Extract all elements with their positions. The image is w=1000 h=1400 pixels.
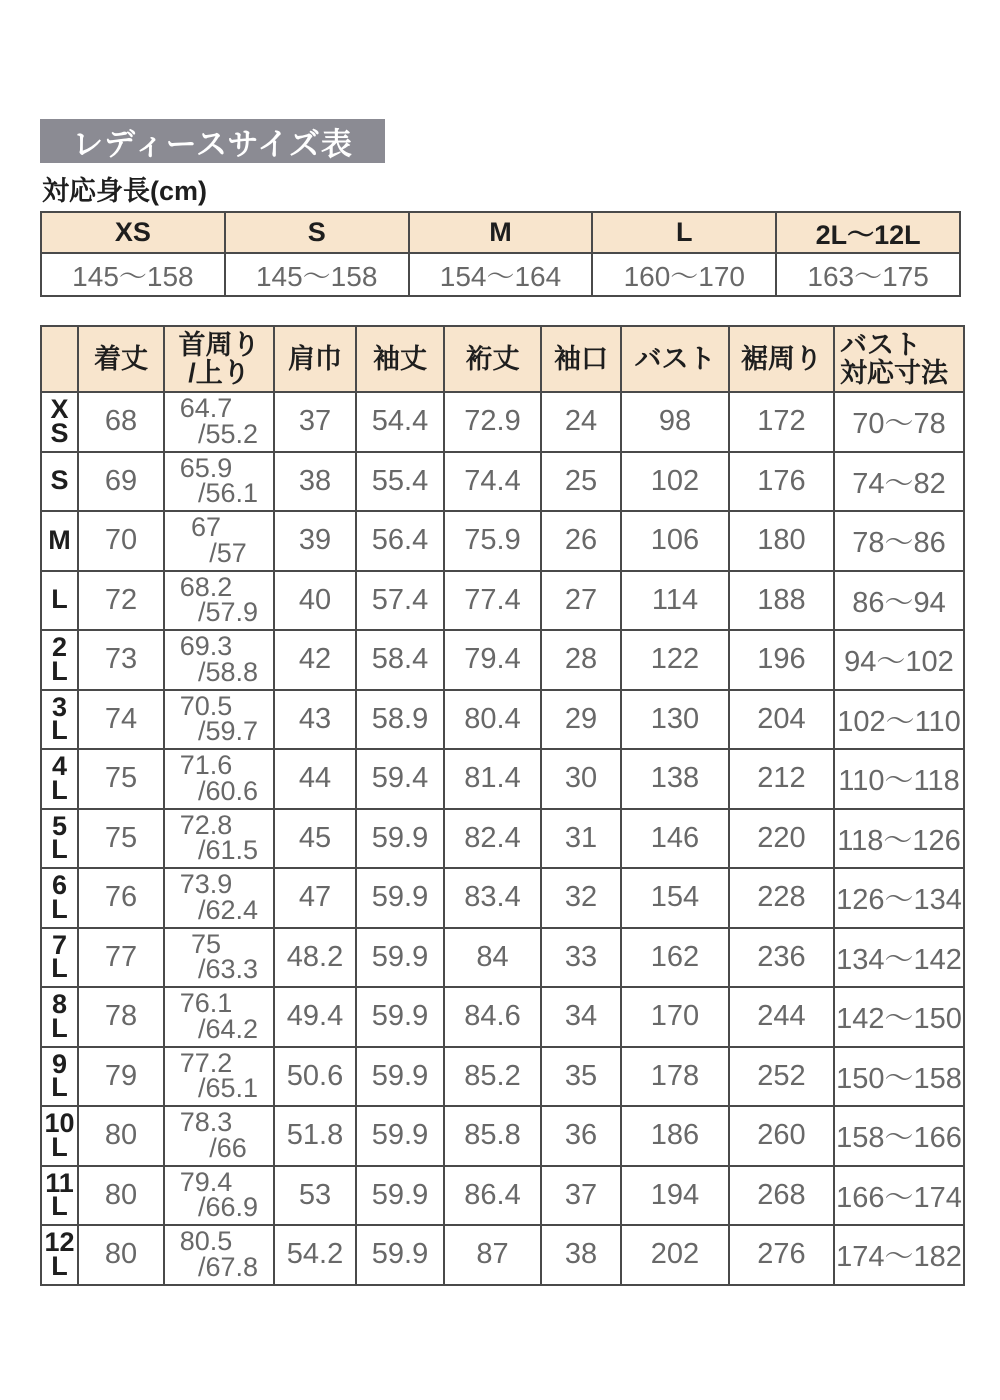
size-table-row-M xyxy=(41,511,964,571)
neck-value-lower: /67.8 xyxy=(197,1251,259,1282)
size-cell: 35 xyxy=(541,1047,621,1107)
height-range-value-4: 160～170 xyxy=(592,253,776,296)
size-cell: 54.2 xyxy=(274,1225,356,1285)
size-col-header-2 xyxy=(164,326,274,392)
size-cell: 81.4 xyxy=(444,749,541,809)
size-cell: 178 xyxy=(621,1047,729,1107)
size-row-label xyxy=(41,630,78,690)
size-cell: 40 xyxy=(274,571,356,631)
size-row-label xyxy=(41,749,78,809)
size-cell: 276 xyxy=(729,1225,834,1285)
size-col-header-line: 裄丈 xyxy=(465,343,520,374)
size-cell: 37 xyxy=(541,1166,621,1226)
neck-value-upper: 77.2 xyxy=(179,1047,233,1078)
size-col-header-line: バスト xyxy=(634,343,716,374)
neck-value-lower: /55.2 xyxy=(197,418,259,449)
size-cell: 85.8 xyxy=(444,1106,541,1166)
size-row-label-line: L xyxy=(51,655,68,686)
size-row-label xyxy=(41,1047,78,1107)
size-cell: 27 xyxy=(541,571,621,631)
size-row-label-line: L xyxy=(51,953,68,984)
size-cell: 59.9 xyxy=(356,1106,444,1166)
size-cell: 252 xyxy=(729,1047,834,1107)
size-cell: 78～86 xyxy=(834,511,964,571)
size-row-label-line: 9 xyxy=(51,1048,68,1079)
size-row-label-line: L xyxy=(51,893,68,924)
size-col-header-line: 着丈 xyxy=(94,343,148,374)
neck-value-upper: 64.7 xyxy=(179,393,233,424)
neck-value-lower: /64.2 xyxy=(197,1013,259,1044)
size-cell: 42 xyxy=(274,630,356,690)
size-cell: 75 xyxy=(78,749,164,809)
size-cell: 94～102 xyxy=(834,630,964,690)
size-cell: 146 xyxy=(621,809,729,869)
size-cell: 39 xyxy=(274,511,356,571)
size-cell: 84.6 xyxy=(444,987,541,1047)
height-section-label: 対応身長(cm) xyxy=(42,176,208,206)
neck-value-upper: 71.6 xyxy=(179,750,233,781)
size-cell: 59.9 xyxy=(356,809,444,869)
size-row-label-line: S xyxy=(50,417,69,448)
size-cell: 25 xyxy=(541,452,621,512)
size-row-label-line: M xyxy=(48,524,71,555)
size-cell: 202 xyxy=(621,1225,729,1285)
neck-value-upper: 69.3 xyxy=(179,631,233,662)
size-cell: 150～158 xyxy=(834,1047,964,1107)
size-cell: 28 xyxy=(541,630,621,690)
size-cell: 154 xyxy=(621,868,729,928)
neck-value-lower: /66.9 xyxy=(197,1192,259,1223)
size-cell: 80.4 xyxy=(444,690,541,750)
size-col-header-line: 裾周り xyxy=(741,343,822,374)
size-cell: 69 xyxy=(78,452,164,512)
size-row-label xyxy=(41,511,78,571)
size-table-row-6L xyxy=(41,868,964,928)
neck-value-lower: /60.6 xyxy=(197,775,259,806)
size-table-row-9L xyxy=(41,1047,964,1107)
size-row-label-line: 7 xyxy=(51,929,68,960)
size-cell: 29 xyxy=(541,690,621,750)
size-cell: 84 xyxy=(444,928,541,988)
size-cell xyxy=(164,1106,274,1166)
size-col-header-5 xyxy=(444,326,541,392)
size-cell: 98 xyxy=(621,392,729,452)
size-cell: 166～174 xyxy=(834,1166,964,1226)
size-col-header-line: 対応寸法 xyxy=(840,358,948,388)
size-cell: 102 xyxy=(621,452,729,512)
size-row-label-line: 8 xyxy=(51,989,68,1019)
size-table-row-5L xyxy=(41,809,964,869)
size-cell: 74～82 xyxy=(834,452,964,512)
size-row-label-line: 4 xyxy=(51,751,68,781)
size-cell: 122 xyxy=(621,630,729,690)
size-cell: 58.9 xyxy=(356,690,444,750)
size-col-header-9 xyxy=(834,326,964,392)
size-cell: 174～182 xyxy=(834,1225,964,1285)
size-table-row-3L xyxy=(41,690,964,750)
size-row-label-line: L xyxy=(51,1072,68,1103)
size-cell: 212 xyxy=(729,749,834,809)
size-cell: 72 xyxy=(78,571,164,631)
size-row-label xyxy=(41,1166,78,1226)
size-col-header-8 xyxy=(729,326,834,392)
size-cell: 142～150 xyxy=(834,987,964,1047)
size-cell xyxy=(164,1225,274,1285)
size-cell: 31 xyxy=(541,809,621,869)
neck-value-lower: /62.4 xyxy=(197,894,259,925)
size-cell: 196 xyxy=(729,630,834,690)
size-cell: 82.4 xyxy=(444,809,541,869)
size-cell: 80 xyxy=(78,1225,164,1285)
size-cell: 268 xyxy=(729,1166,834,1226)
size-cell: 43 xyxy=(274,690,356,750)
size-cell: 55.4 xyxy=(356,452,444,512)
size-cell xyxy=(164,868,274,928)
size-row-label xyxy=(41,690,78,750)
size-cell: 48.2 xyxy=(274,928,356,988)
size-table-row-2L xyxy=(41,630,964,690)
size-cell: 54.4 xyxy=(356,392,444,452)
size-cell xyxy=(164,987,274,1047)
size-table-header-row xyxy=(41,326,964,392)
size-row-label-line: 10 xyxy=(44,1108,75,1138)
size-cell: 180 xyxy=(729,511,834,571)
size-cell: 37 xyxy=(274,392,356,452)
size-cell: 106 xyxy=(621,511,729,571)
size-col-header-line: 袖口 xyxy=(554,343,608,374)
neck-value-upper: 80.5 xyxy=(179,1226,233,1257)
size-col-header-line: /上り xyxy=(188,358,250,388)
size-spec-table xyxy=(40,325,965,1286)
size-cell: 78 xyxy=(78,987,164,1047)
size-cell: 74 xyxy=(78,690,164,750)
size-cell: 72.9 xyxy=(444,392,541,452)
size-cell xyxy=(164,690,274,750)
size-cell: 56.4 xyxy=(356,511,444,571)
size-cell: 158～166 xyxy=(834,1106,964,1166)
size-cell xyxy=(164,809,274,869)
size-table-row-10L xyxy=(41,1106,964,1166)
size-cell: 76 xyxy=(78,868,164,928)
size-row-label-line: S xyxy=(50,465,69,496)
size-cell: 58.4 xyxy=(356,630,444,690)
neck-value-upper: 65.9 xyxy=(179,452,233,483)
size-cell: 79 xyxy=(78,1047,164,1107)
size-row-label xyxy=(41,868,78,928)
size-cell: 80 xyxy=(78,1166,164,1226)
height-col-header-3: M xyxy=(409,212,593,253)
size-cell: 244 xyxy=(729,987,834,1047)
size-row-label-line: L xyxy=(51,1191,68,1222)
size-row-label-line: 5 xyxy=(51,810,68,841)
size-cell: 228 xyxy=(729,868,834,928)
size-row-label-line: L xyxy=(51,1250,68,1281)
size-cell: 86.4 xyxy=(444,1166,541,1226)
size-cell: 33 xyxy=(541,928,621,988)
size-col-header-1 xyxy=(78,326,164,392)
height-range-value-3: 154～164 xyxy=(409,253,593,296)
size-cell xyxy=(164,1166,274,1226)
size-cell: 162 xyxy=(621,928,729,988)
size-cell: 114 xyxy=(621,571,729,631)
size-cell: 36 xyxy=(541,1106,621,1166)
size-cell: 30 xyxy=(541,749,621,809)
neck-value-upper: 70.5 xyxy=(179,690,233,721)
size-cell: 79.4 xyxy=(444,630,541,690)
size-cell: 130 xyxy=(621,690,729,750)
size-cell: 59.9 xyxy=(356,1047,444,1107)
size-cell: 186 xyxy=(621,1106,729,1166)
size-cell: 49.4 xyxy=(274,987,356,1047)
size-cell: 134～142 xyxy=(834,928,964,988)
neck-value-lower: /57 xyxy=(209,537,247,568)
size-row-label-line: L xyxy=(51,584,68,615)
size-row-label-line: X xyxy=(50,394,69,424)
size-row-label xyxy=(41,392,78,452)
size-table-row-S xyxy=(41,452,964,512)
size-row-label-line: 11 xyxy=(45,1167,74,1198)
size-cell xyxy=(164,452,274,512)
neck-value-lower: /57.9 xyxy=(197,597,259,628)
size-cell: 68 xyxy=(78,392,164,452)
size-cell: 80 xyxy=(78,1106,164,1166)
size-cell: 138 xyxy=(621,749,729,809)
neck-value-lower: /56.1 xyxy=(197,478,259,509)
size-col-header-4 xyxy=(356,326,444,392)
size-row-label-line: L xyxy=(51,715,68,746)
size-table-row-12L xyxy=(41,1225,964,1285)
size-cell: 73 xyxy=(78,630,164,690)
size-cell: 70～78 xyxy=(834,392,964,452)
height-col-header-4: L xyxy=(592,212,776,253)
size-cell: 57.4 xyxy=(356,571,444,631)
size-row-label-line: 12 xyxy=(44,1227,75,1257)
size-cell: 45 xyxy=(274,809,356,869)
size-cell: 220 xyxy=(729,809,834,869)
height-range-value-1: 145～158 xyxy=(41,253,225,296)
neck-value-upper: 79.4 xyxy=(179,1166,233,1197)
size-cell: 38 xyxy=(274,452,356,512)
size-cell: 34 xyxy=(541,987,621,1047)
size-cell xyxy=(164,630,274,690)
size-row-label xyxy=(41,987,78,1047)
size-cell: 50.6 xyxy=(274,1047,356,1107)
size-cell: 44 xyxy=(274,749,356,809)
size-cell: 59.9 xyxy=(356,928,444,988)
size-cell: 32 xyxy=(541,868,621,928)
page-title: レディースサイズ表 xyxy=(40,119,385,163)
size-cell: 53 xyxy=(274,1166,356,1226)
neck-value-lower: /66 xyxy=(209,1132,247,1163)
size-cell xyxy=(164,928,274,988)
size-cell: 26 xyxy=(541,511,621,571)
size-cell: 59.9 xyxy=(356,1166,444,1226)
size-row-label-line: L xyxy=(51,834,68,865)
size-col-header-6 xyxy=(541,326,621,392)
size-row-label xyxy=(41,928,78,988)
height-range-table xyxy=(40,211,961,297)
size-row-label xyxy=(41,571,78,631)
size-row-label-line: L xyxy=(51,774,68,805)
size-cell: 51.8 xyxy=(274,1106,356,1166)
size-cell: 87 xyxy=(444,1225,541,1285)
size-col-header-line: バスト xyxy=(840,329,921,360)
neck-value-lower: /65.1 xyxy=(197,1073,259,1104)
neck-value-upper: 78.3 xyxy=(179,1107,233,1138)
size-cell: 75 xyxy=(78,809,164,869)
neck-value-upper: 68.2 xyxy=(179,571,233,602)
size-cell: 70 xyxy=(78,511,164,571)
size-col-header-7 xyxy=(621,326,729,392)
size-cell: 188 xyxy=(729,571,834,631)
size-row-label xyxy=(41,1106,78,1166)
size-cell: 24 xyxy=(541,392,621,452)
size-col-header-line: 肩巾 xyxy=(288,343,342,374)
size-table-row-7L xyxy=(41,928,964,988)
neck-value-upper: 76.1 xyxy=(179,988,233,1019)
neck-value-lower: /58.8 xyxy=(197,656,259,687)
size-cell: 74.4 xyxy=(444,452,541,512)
size-table-row-11L xyxy=(41,1166,964,1226)
size-row-label xyxy=(41,1225,78,1285)
size-row-label-line: 6 xyxy=(51,870,68,900)
size-col-header-line: 袖丈 xyxy=(373,343,427,374)
size-cell: 170 xyxy=(621,987,729,1047)
neck-value-lower: /63.3 xyxy=(197,954,259,985)
height-range-value-5: 163～175 xyxy=(776,253,960,296)
size-cell: 176 xyxy=(729,452,834,512)
size-cell: 59.9 xyxy=(356,987,444,1047)
height-col-header-2: S xyxy=(225,212,409,253)
size-row-label-line: L xyxy=(51,1131,68,1162)
size-cell xyxy=(164,511,274,571)
neck-value-upper: 75 xyxy=(190,928,222,959)
size-cell: 172 xyxy=(729,392,834,452)
height-table-value-row xyxy=(41,253,960,296)
size-cell: 59.9 xyxy=(356,868,444,928)
size-row-label-line: 3 xyxy=(51,691,68,722)
size-cell: 83.4 xyxy=(444,868,541,928)
height-range-value-2: 145～158 xyxy=(225,253,409,296)
size-row-label-line: 2 xyxy=(51,632,68,662)
size-cell: 236 xyxy=(729,928,834,988)
size-table-row-8L xyxy=(41,987,964,1047)
size-row-label-line: L xyxy=(51,1012,68,1043)
size-cell: 59.9 xyxy=(356,1225,444,1285)
neck-value-upper: 72.8 xyxy=(179,809,233,840)
size-cell: 204 xyxy=(729,690,834,750)
size-cell: 85.2 xyxy=(444,1047,541,1107)
size-cell: 77.4 xyxy=(444,571,541,631)
size-cell xyxy=(164,392,274,452)
size-row-label xyxy=(41,452,78,512)
size-col-header-line: 首周り xyxy=(178,329,260,360)
size-row-label xyxy=(41,809,78,869)
size-table-row-L xyxy=(41,571,964,631)
size-cell: 126～134 xyxy=(834,868,964,928)
size-table-row-XS xyxy=(41,392,964,452)
size-cell: 47 xyxy=(274,868,356,928)
size-col-header-3 xyxy=(274,326,356,392)
size-cell: 110～118 xyxy=(834,749,964,809)
size-cell: 75.9 xyxy=(444,511,541,571)
neck-value-lower: /61.5 xyxy=(197,835,259,866)
size-cell: 260 xyxy=(729,1106,834,1166)
height-col-header-1: XS xyxy=(41,212,225,253)
height-table-header-row xyxy=(41,212,960,253)
size-cell: 77 xyxy=(78,928,164,988)
size-table-corner xyxy=(41,326,78,392)
neck-value-upper: 73.9 xyxy=(179,869,233,900)
size-cell: 194 xyxy=(621,1166,729,1226)
height-col-header-5: 2L～12L xyxy=(776,212,960,253)
size-cell: 59.4 xyxy=(356,749,444,809)
size-cell xyxy=(164,571,274,631)
size-cell: 118～126 xyxy=(834,809,964,869)
size-cell xyxy=(164,749,274,809)
size-table-row-4L xyxy=(41,749,964,809)
neck-value-lower: /59.7 xyxy=(197,716,259,747)
size-cell: 102～110 xyxy=(834,690,964,750)
neck-value-upper: 67 xyxy=(190,512,222,543)
size-cell xyxy=(164,1047,274,1107)
size-cell: 38 xyxy=(541,1225,621,1285)
size-cell: 86～94 xyxy=(834,571,964,631)
